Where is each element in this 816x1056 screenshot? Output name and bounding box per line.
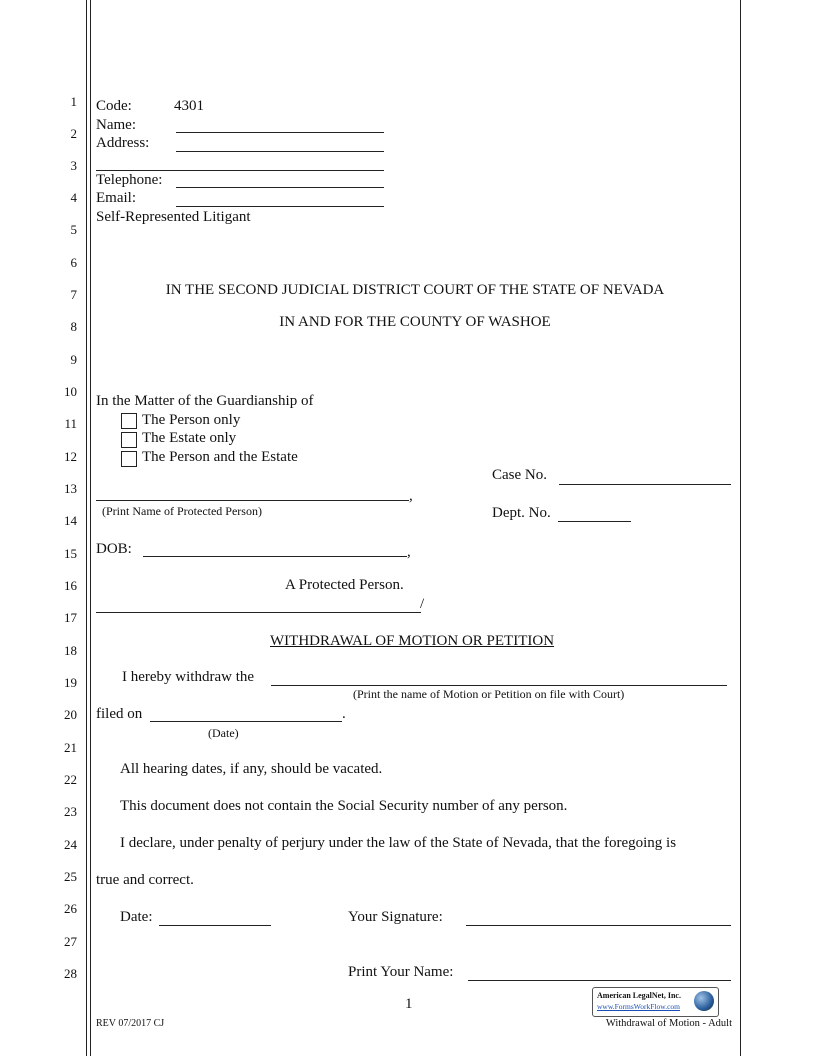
line-number: 4 — [70, 190, 77, 205]
print-name-hint: (Print Name of Protected Person) — [102, 504, 262, 518]
logo-company-name: American LegalNet, Inc. — [597, 991, 681, 1000]
litigant-label: Self-Represented Litigant — [96, 209, 251, 225]
paragraph-ssn: This document does not contain the Social Security number of any person. — [120, 798, 568, 814]
signature-date-field[interactable] — [159, 925, 271, 926]
line-number: 3 — [70, 158, 77, 173]
forms-workflow-logo[interactable] — [592, 987, 719, 1017]
option-person-and-estate: The Person and the Estate — [142, 449, 298, 465]
line-number: 26 — [64, 901, 77, 916]
print-your-name-label: Print Your Name: — [348, 964, 454, 980]
signature-field[interactable] — [466, 925, 731, 926]
line-number: 17 — [64, 610, 77, 625]
line-number: 11 — [64, 416, 77, 431]
line-number: 1 — [70, 94, 77, 109]
address-label: Address: — [96, 135, 150, 151]
line-number: 13 — [64, 481, 77, 496]
dept-no-label: Dept. No. — [492, 505, 551, 521]
checkbox-estate-only[interactable] — [121, 432, 137, 448]
form-title-footer: Withdrawal of Motion - Adult — [605, 1018, 732, 1029]
court-heading-line1: IN THE SECOND JUDICIAL DISTRICT COURT OF THE STATE OF NEVADA — [165, 282, 665, 298]
date-hint: (Date) — [208, 726, 239, 740]
paragraph-hearing: All hearing dates, if any, should be vacated. — [120, 761, 383, 777]
filed-on-label: filed on — [96, 706, 143, 722]
line-number: 23 — [64, 804, 77, 819]
line-number: 24 — [64, 837, 77, 852]
name-comma: , — [409, 488, 413, 504]
line-number: 5 — [70, 222, 77, 237]
dept-no-field[interactable] — [558, 521, 631, 522]
option-estate-only: The Estate only — [142, 430, 237, 446]
line-number: 28 — [64, 966, 77, 981]
code-value: 4301 — [174, 98, 204, 114]
paragraph-declare-line2: true and correct. — [96, 872, 194, 888]
court-heading-line2: IN AND FOR THE COUNTY OF WASHOE — [279, 314, 551, 330]
paragraph-declare-line1: I declare, under penalty of perjury under the law of the State of Nevada, that the foregoing is — [120, 835, 677, 851]
withdraw-prefix: I hereby withdraw the — [122, 669, 255, 685]
dob-label: DOB: — [96, 541, 132, 557]
checkbox-person-only[interactable] — [121, 413, 137, 429]
matter-of-label: In the Matter of the Guardianship of — [96, 393, 314, 409]
document-title: WITHDRAWAL OF MOTION OR PETITION — [270, 633, 555, 649]
case-no-field[interactable] — [559, 484, 731, 485]
address-field-2[interactable] — [96, 170, 384, 171]
protected-person-name-field[interactable] — [96, 500, 409, 501]
print-name-field[interactable] — [468, 980, 731, 981]
line-number: 14 — [64, 513, 77, 528]
dob-field[interactable] — [143, 556, 407, 557]
line-number: 15 — [64, 546, 77, 561]
case-no-label: Case No. — [492, 467, 547, 483]
line-number: 20 — [64, 707, 77, 722]
page-number: 1 — [405, 996, 413, 1012]
protected-person-label: A Protected Person. — [285, 577, 404, 593]
name-label: Name: — [96, 117, 136, 133]
left-margin-rule-outer — [86, 0, 87, 1056]
telephone-field[interactable] — [176, 187, 384, 188]
motion-name-hint: (Print the name of Motion or Petition on file with Court) — [353, 687, 625, 701]
line-number: 10 — [64, 384, 77, 399]
date-label: Date: — [120, 909, 153, 925]
line-number: 7 — [70, 287, 77, 302]
code-label: Code: — [96, 98, 132, 114]
line-number: 6 — [70, 255, 77, 270]
address-field-1[interactable] — [176, 151, 384, 152]
globe-icon — [694, 991, 714, 1011]
checkbox-person-and-estate[interactable] — [121, 451, 137, 467]
line-number: 9 — [70, 352, 77, 367]
caption-slash: / — [420, 596, 425, 612]
dob-comma: , — [407, 544, 411, 560]
line-number: 22 — [64, 772, 77, 787]
line-number: 27 — [64, 934, 77, 949]
caption-closing-rule — [96, 612, 421, 613]
email-label: Email: — [96, 190, 136, 206]
line-number: 21 — [64, 740, 77, 755]
line-number: 2 — [70, 126, 77, 141]
line-number: 25 — [64, 869, 77, 884]
motion-name-field[interactable] — [271, 685, 727, 686]
revision-label: REV 07/2017 CJ — [96, 1018, 165, 1029]
filed-period: . — [342, 706, 346, 722]
name-field[interactable] — [176, 132, 384, 133]
line-number: 12 — [64, 449, 77, 464]
line-number: 16 — [64, 578, 77, 593]
option-person-only: The Person only — [142, 412, 241, 428]
line-number: 18 — [64, 643, 77, 658]
logo-url[interactable]: www.FormsWorkFlow.com — [597, 1002, 681, 1011]
filed-date-field[interactable] — [150, 721, 342, 722]
left-margin-rule-inner — [90, 0, 91, 1056]
line-number: 19 — [64, 675, 77, 690]
email-field[interactable] — [176, 206, 384, 207]
line-number: 8 — [70, 319, 77, 334]
telephone-label: Telephone: — [96, 172, 163, 188]
your-signature-label: Your Signature: — [348, 909, 443, 925]
right-margin-rule — [740, 0, 741, 1056]
